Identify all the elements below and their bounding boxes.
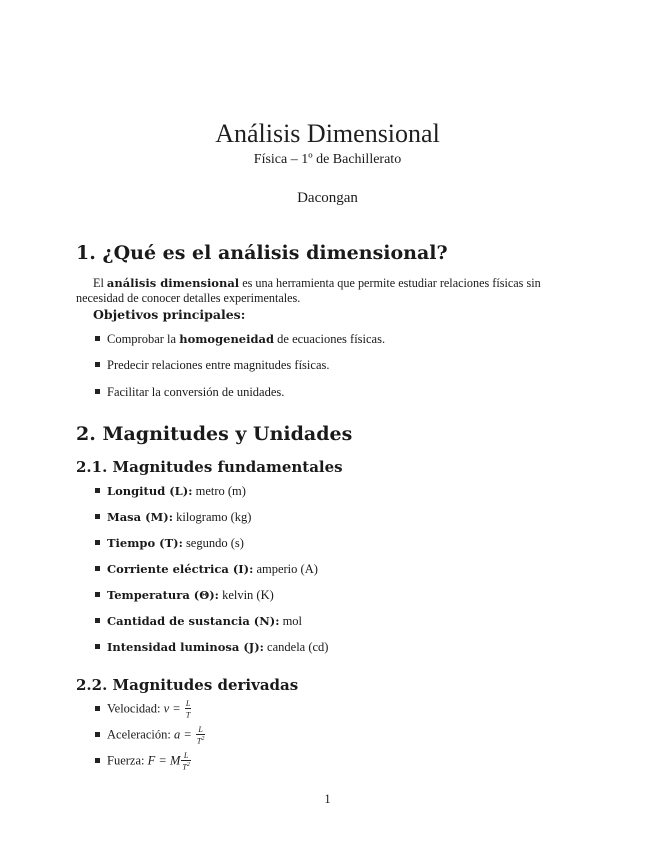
fundamental-item: Intensidad luminosa (J): candela (cd)	[95, 640, 328, 655]
section-1-paragraph	[76, 276, 581, 306]
derived-item: Velocidad: v = $\frac{L}{T}$	[95, 700, 192, 720]
bullet-icon	[95, 336, 100, 341]
objectives-label: Objetivos principales:	[93, 307, 246, 322]
fundamental-item: Corriente eléctrica (I): amperio (A)	[95, 562, 318, 577]
document-subtitle: Física – 1º de Bachillerato	[253, 152, 402, 167]
objective-item: Comprobar la homogeneidad de ecuaciones físicas.	[95, 332, 385, 347]
fraction: $\frac{L}{T^2}$	[182, 751, 190, 772]
bullet-icon	[95, 389, 100, 394]
fraction: $\frac{L}{T}$	[185, 699, 191, 720]
objective-item: Predecir relaciones entre magnitudes físicas.	[95, 358, 329, 373]
bullet-icon	[95, 362, 100, 367]
objective-item: Facilitar la conversión de unidades.	[95, 385, 284, 400]
bullet-icon	[95, 592, 100, 597]
document-author: Dacongan	[297, 190, 358, 206]
bullet-icon	[95, 514, 100, 519]
para-before: El	[93, 276, 104, 290]
section-2-heading: 2. Magnitudes y Unidades	[76, 423, 353, 445]
derived-item: Fuerza: F = M $\frac{L}{T^2}$	[95, 752, 192, 772]
fundamental-item: Temperatura (Θ): kelvin (K)	[95, 588, 274, 603]
bullet-icon	[95, 566, 100, 571]
document-title: Análisis Dimensional	[215, 119, 440, 148]
bullet-icon	[95, 540, 100, 545]
bullet-icon	[95, 706, 100, 711]
fundamental-item: Cantidad de sustancia (N): mol	[95, 614, 302, 629]
bullet-icon	[95, 488, 100, 493]
para-after: es una herramienta que permite estudiar relaciones físicas sin necesidad de conocer detalles experimentales.	[76, 276, 541, 305]
bullet-icon	[95, 618, 100, 623]
section-1-heading: 1. ¿Qué es el análisis dimensional?	[76, 242, 448, 264]
derived-item: Aceleración: a = $\frac{L}{T^2}$	[95, 726, 206, 746]
bullet-icon	[95, 758, 100, 763]
fundamental-item: Masa (M): kilogramo (kg)	[95, 510, 251, 525]
subsection-2-2-heading: 2.2. Magnitudes derivadas	[76, 676, 299, 694]
bullet-icon	[95, 732, 100, 737]
page-number: 1	[324, 792, 331, 806]
fundamental-item: Tiempo (T): segundo (s)	[95, 536, 244, 551]
subsection-2-1-heading: 2.1. Magnitudes fundamentales	[76, 458, 343, 476]
bullet-icon	[95, 644, 100, 649]
fraction: $\frac{L}{T^2}$	[196, 725, 205, 746]
fundamental-item: Longitud (L): metro (m)	[95, 484, 246, 499]
para-bold-term: análisis dimensional	[106, 276, 240, 290]
